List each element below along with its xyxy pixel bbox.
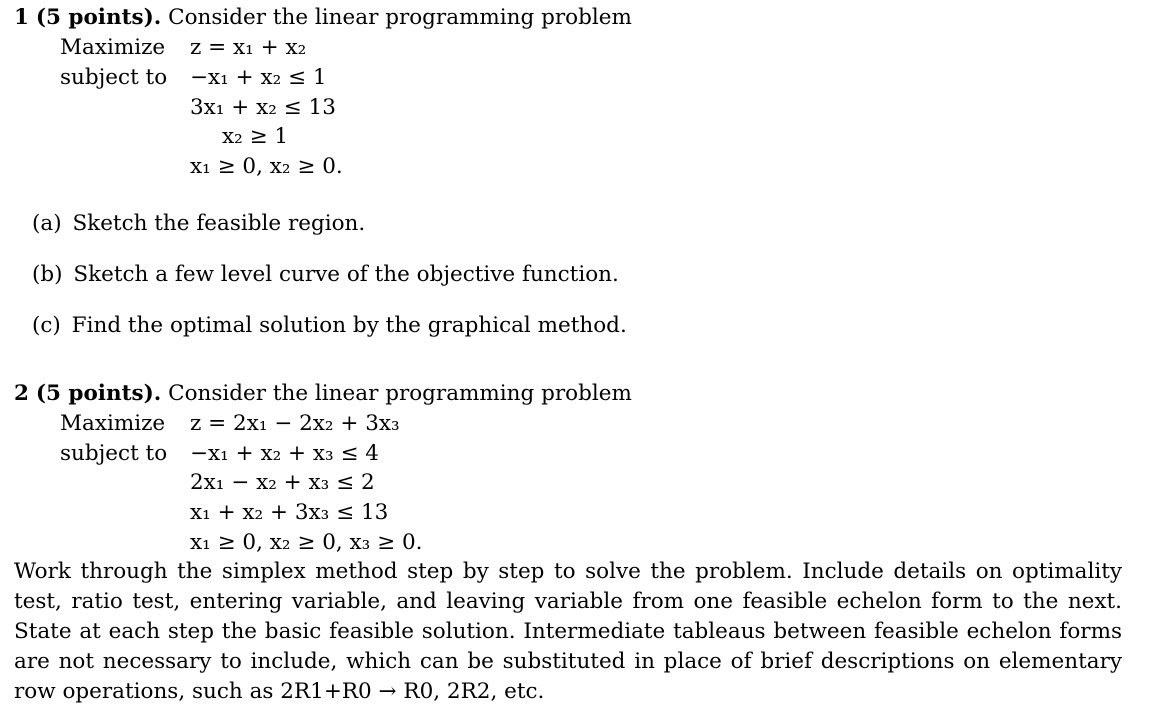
problem-1-maximize-label: Maximize [60, 35, 166, 60]
problem-1-part-b [32, 261, 619, 289]
problem-1-objective: z = x₁ + x₂ [190, 35, 307, 60]
problem-1-number: 1 [14, 5, 29, 30]
part-label: (b) [32, 262, 63, 287]
part-text: Find the optimal solution by the graphical method. [71, 313, 627, 338]
problem-1-constraint: 3x₁ + x₂ ≤ 13 [190, 95, 336, 120]
problem-2-heading [14, 380, 632, 408]
part-text: Sketch a few level curve of the objective function. [73, 262, 619, 287]
problem-2-constraint: x₁ + x₂ + 3x₃ ≤ 13 [190, 500, 389, 525]
part-label: (a) [32, 211, 62, 236]
part-text: Sketch the feasible region. [72, 211, 366, 236]
problem-1-intro: Consider the linear programming problem [168, 5, 632, 30]
problem-1-constraint: x₁ ≥ 0, x₂ ≥ 0. [190, 154, 343, 179]
problem-1-points: (5 points). [35, 5, 162, 30]
problem-2-instructions: Work through the simplex method step by step to solve the problem. Include details on optimality test, ratio test, entering variable, and leaving variable from one feasible echelon form to the next. State at each step the basic feasible solution. Intermediate tableaus between feasible echelon forms are not necessary to include, which can be substituted in place of brief descriptions on elementary row operations, such as 2R1+R0 → R0, 2R2, etc. [14, 559, 1122, 704]
problem-1-constraint: −x₁ + x₂ ≤ 1 [190, 65, 327, 90]
problem-1-constraint: x₂ ≥ 1 [222, 124, 289, 149]
problem-2-constraint: x₁ ≥ 0, x₂ ≥ 0, x₃ ≥ 0. [190, 530, 423, 555]
problem-2-intro: Consider the linear programming problem [168, 381, 632, 406]
problem-1-subject-label: subject to [60, 65, 168, 90]
problem-2-constraint: −x₁ + x₂ + x₃ ≤ 4 [190, 441, 379, 466]
problem-1-part-a [32, 210, 365, 238]
problem-2-number: 2 [14, 381, 29, 406]
problem-2-points: (5 points). [35, 381, 162, 406]
problem-2-maximize-label: Maximize [60, 411, 166, 436]
part-label: (c) [32, 313, 61, 338]
problem-2-subject-label: subject to [60, 441, 168, 466]
problem-2-constraint: 2x₁ − x₂ + x₃ ≤ 2 [190, 470, 375, 495]
problem-2-objective: z = 2x₁ − 2x₂ + 3x₃ [190, 411, 400, 436]
problem-1-part-c [32, 312, 627, 340]
problem-1-heading [14, 4, 632, 32]
